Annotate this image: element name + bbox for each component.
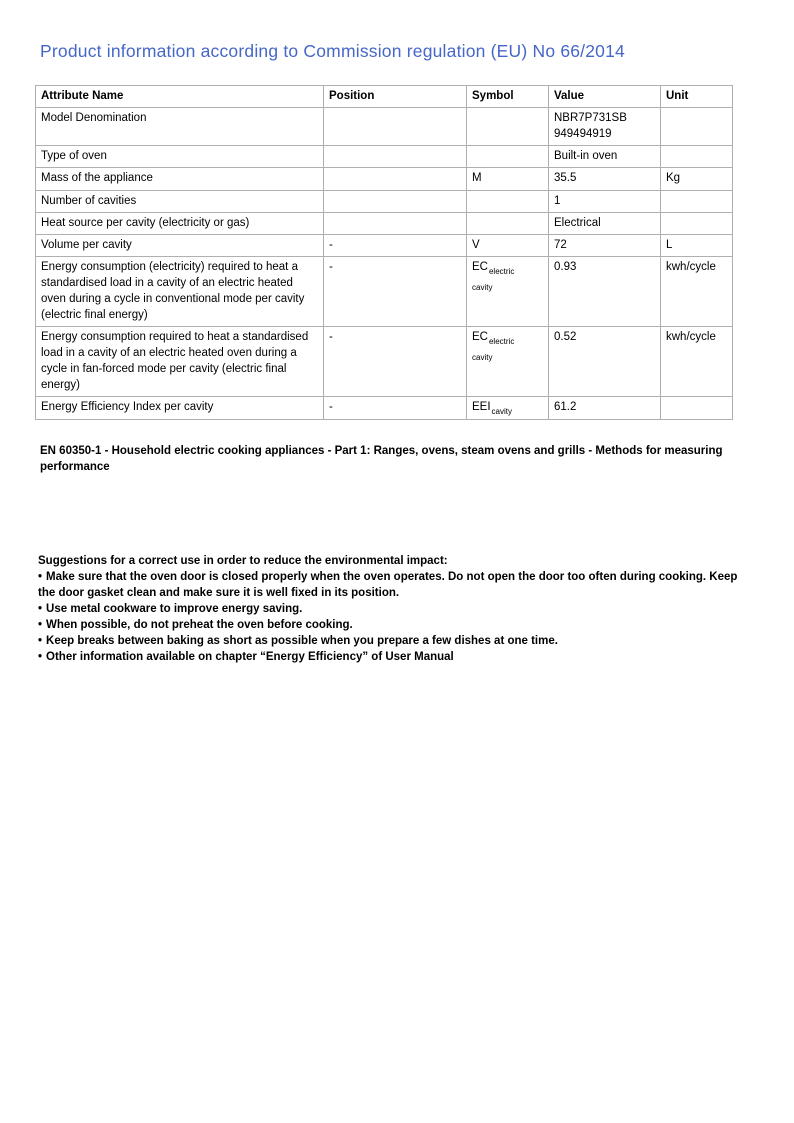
header-row xyxy=(36,86,733,108)
cell-value: 72 xyxy=(549,235,661,257)
cell-position: - xyxy=(324,235,467,257)
cell-symbol xyxy=(467,168,549,190)
cell-symbol xyxy=(467,397,549,419)
suggestion-item xyxy=(38,601,740,617)
cell-symbol xyxy=(467,327,549,397)
table-row xyxy=(36,257,733,327)
cell-position xyxy=(324,146,467,168)
table-row xyxy=(36,397,733,419)
table-row xyxy=(36,108,733,146)
cell-attribute: Energy consumption (electricity) required to heat a standardised load in a cavity of an electric heated oven during a cycle in conventional mode per cavity (electric final energy) xyxy=(36,257,324,327)
bullet-icon: • xyxy=(38,619,43,631)
cell-unit: kwh/cycle xyxy=(661,257,733,327)
cell-position xyxy=(324,190,467,212)
cell-attribute: Model Denomination xyxy=(36,108,324,146)
cell-value: 0.52 xyxy=(549,327,661,397)
product-info-table xyxy=(35,85,733,420)
suggestion-text: Use metal cookware to improve energy saving. xyxy=(46,603,303,615)
bullet-icon: • xyxy=(38,635,43,647)
cell-position: - xyxy=(324,257,467,327)
cell-value: 35.5 xyxy=(549,168,661,190)
cell-symbol xyxy=(467,146,549,168)
suggestion-item xyxy=(38,617,740,633)
suggestion-text: When possible, do not preheat the oven before cooking. xyxy=(46,619,353,631)
page-title: Product information according to Commission regulation (EU) No 66/2014 xyxy=(40,41,625,61)
cell-attribute: Type of oven xyxy=(36,146,324,168)
cell-unit: Kg xyxy=(661,168,733,190)
suggestion-text: Make sure that the oven door is closed properly when the oven operates. Do not open the door too often during cooking. Keep the door gasket clean and make sure it is well fixed in its position. xyxy=(38,571,738,599)
cell-symbol xyxy=(467,190,549,212)
cell-unit xyxy=(661,146,733,168)
cell-unit xyxy=(661,190,733,212)
col-header-attribute-name: Attribute Name xyxy=(36,86,324,108)
cell-position: - xyxy=(324,327,467,397)
cell-unit xyxy=(661,212,733,234)
table-row xyxy=(36,168,733,190)
cell-attribute: Heat source per cavity (electricity or gas) xyxy=(36,212,324,234)
cell-attribute: Volume per cavity xyxy=(36,235,324,257)
cell-position: - xyxy=(324,397,467,419)
suggestions-section xyxy=(38,553,740,665)
cell-value: 61.2 xyxy=(549,397,661,419)
cell-attribute: Mass of the appliance xyxy=(36,168,324,190)
symbol-subscript: cavity xyxy=(491,406,512,416)
symbol-base: M xyxy=(472,172,482,185)
cell-unit xyxy=(661,108,733,146)
symbol-base: EC xyxy=(472,331,488,344)
cell-position xyxy=(324,168,467,190)
table-row xyxy=(36,235,733,257)
cell-unit: kwh/cycle xyxy=(661,327,733,397)
bullet-icon: • xyxy=(38,571,43,583)
cell-attribute: Energy Efficiency Index per cavity xyxy=(36,397,324,419)
table-row xyxy=(36,190,733,212)
col-header-value: Value xyxy=(549,86,661,108)
cell-attribute: Number of cavities xyxy=(36,190,324,212)
symbol-base: EC xyxy=(472,261,488,274)
cell-value: Electrical xyxy=(549,212,661,234)
cell-symbol xyxy=(467,108,549,146)
cell-value: Built-in oven xyxy=(549,146,661,168)
suggestion-text: Other information available on chapter “Energy Efficiency” of User Manual xyxy=(46,651,454,663)
standard-reference: EN 60350-1 - Household electric cooking appliances - Part 1: Ranges, ovens, steam ovens and grills - Methods for measuring performance xyxy=(40,445,723,473)
suggestion-item xyxy=(38,649,740,665)
symbol-subscript: electric cavity xyxy=(472,336,515,363)
suggestion-text: Keep breaks between baking as short as possible when you prepare a few dishes at one time. xyxy=(46,635,558,647)
cell-position xyxy=(324,212,467,234)
col-header-symbol: Symbol xyxy=(467,86,549,108)
col-header-position: Position xyxy=(324,86,467,108)
cell-unit: L xyxy=(661,235,733,257)
table-row xyxy=(36,212,733,234)
table-row xyxy=(36,327,733,397)
cell-value: 0.93 xyxy=(549,257,661,327)
symbol-base: EEI xyxy=(472,401,491,414)
cell-value: 1 xyxy=(549,190,661,212)
suggestion-item xyxy=(38,633,740,649)
col-header-unit: Unit xyxy=(661,86,733,108)
table-header xyxy=(36,86,733,108)
suggestions-intro: Suggestions for a correct use in order to reduce the environmental impact: xyxy=(38,555,448,567)
cell-symbol xyxy=(467,235,549,257)
bullet-icon: • xyxy=(38,603,43,615)
cell-unit xyxy=(661,397,733,419)
cell-position xyxy=(324,108,467,146)
cell-value: NBR7P731SB 949494919 xyxy=(549,108,661,146)
cell-symbol xyxy=(467,212,549,234)
cell-symbol xyxy=(467,257,549,327)
symbol-subscript: electric cavity xyxy=(472,266,515,293)
suggestion-item xyxy=(38,569,740,601)
table-body xyxy=(36,108,733,420)
cell-attribute: Energy consumption required to heat a standardised load in a cavity of an electric heated oven during a cycle in fan-forced mode per cavity (electric final energy) xyxy=(36,327,324,397)
bullet-icon: • xyxy=(38,651,43,663)
symbol-base: V xyxy=(472,239,480,252)
table-row xyxy=(36,146,733,168)
